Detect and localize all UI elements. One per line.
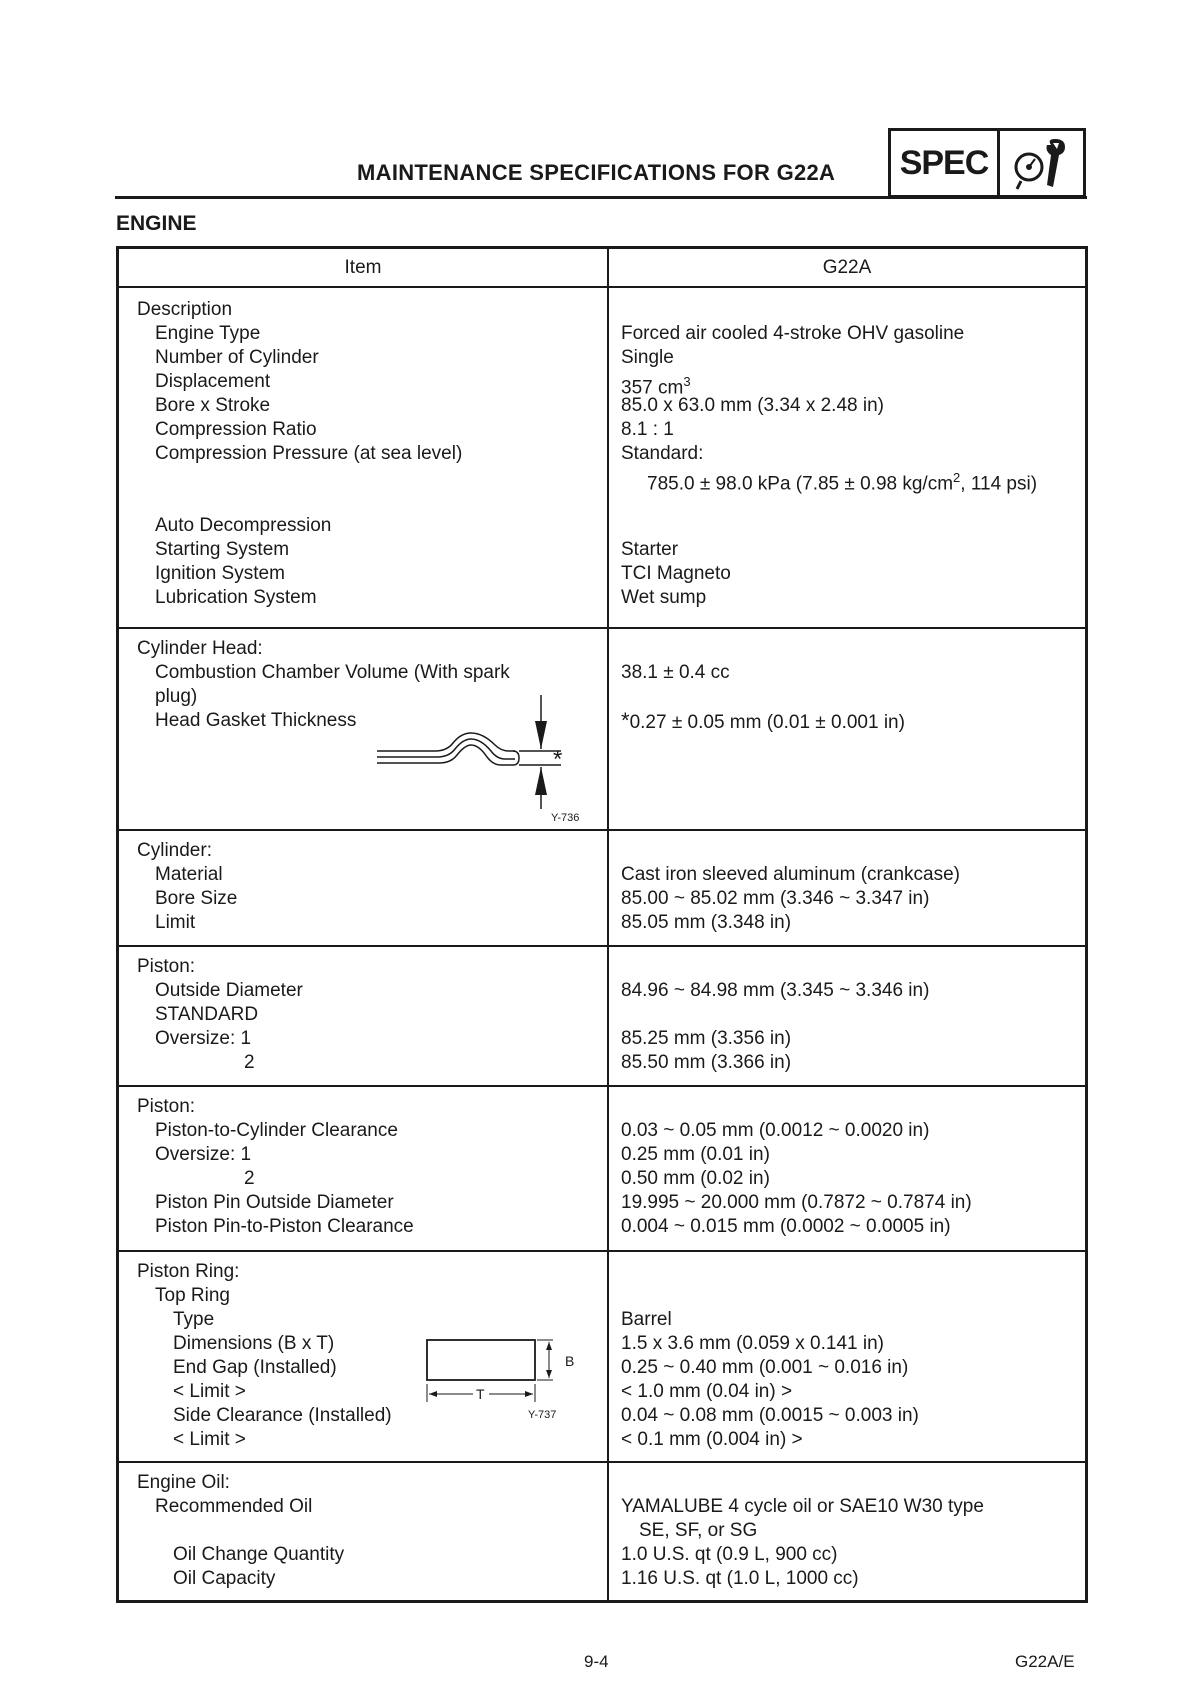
item-label: Ignition System — [155, 563, 285, 584]
engine-spec-table — [116, 246, 1088, 1603]
item-label: Oil Change Quantity — [173, 1544, 345, 1565]
item-label: Bore x Stroke — [155, 395, 271, 416]
item-label: Outside Diameter — [155, 980, 303, 1001]
figure-code: Y-736 — [551, 812, 580, 824]
item-label: Bore Size — [155, 888, 238, 909]
item-value: 38.1 ± 0.4 cc — [621, 662, 730, 683]
page-title: MAINTENANCE SPECIFICATIONS FOR G22A — [357, 160, 836, 185]
item-label: < Limit > — [173, 1429, 246, 1450]
item-value: 0.50 mm (0.02 in) — [621, 1168, 770, 1189]
item-label: Piston-to-Cylinder Clearance — [155, 1120, 398, 1141]
item-value: 1.0 U.S. qt (0.9 L, 900 cc) — [621, 1544, 838, 1565]
item-label: Piston Pin Outside Diameter — [155, 1192, 394, 1213]
model-code: G22A/E — [1015, 1652, 1075, 1671]
item-value: TCI Magneto — [621, 563, 731, 584]
item-label: Combustion Chamber Volume (With spark — [155, 662, 510, 683]
item-label: Piston Pin-to-Piston Clearance — [155, 1216, 414, 1237]
table-row — [118, 287, 1087, 628]
page-number: 9-4 — [584, 1652, 609, 1671]
figure-code: Y-737 — [528, 1409, 557, 1421]
item-value: Forced air cooled 4-stroke OHV gasoline — [621, 323, 965, 344]
header-model: G22A — [608, 248, 1087, 288]
title-rule — [115, 196, 1087, 199]
row-heading: Cylinder: — [137, 840, 212, 861]
row-heading: Engine Oil: — [137, 1472, 230, 1493]
section-heading: ENGINE — [116, 212, 197, 235]
item-value: Cast iron sleeved aluminum (crankcase) — [621, 864, 960, 885]
item-label: Side Clearance (Installed) — [173, 1405, 392, 1426]
item-value: 85.0 x 63.0 mm (3.34 x 2.48 in) — [621, 395, 884, 416]
item-label: Starting System — [155, 539, 290, 560]
item-value: 85.25 mm (3.356 in) — [621, 1028, 792, 1049]
item-label: Limit — [155, 912, 196, 933]
wrench-gauge-icon — [1000, 131, 1083, 195]
table-row — [118, 1251, 1087, 1462]
row-heading: Description — [137, 299, 233, 320]
spec-badge — [888, 128, 1086, 198]
fig-label-b: B — [565, 1353, 575, 1369]
table-row — [118, 946, 1087, 1086]
item-label: Compression Pressure (at sea level) — [155, 443, 463, 464]
item-label: Displacement — [155, 371, 271, 392]
item-value: 19.995 ~ 20.000 mm (0.7872 ~ 0.7874 in) — [621, 1192, 972, 1213]
item-value: SE, SF, or SG — [639, 1520, 758, 1541]
item-value: 1.5 x 3.6 mm (0.059 x 0.141 in) — [621, 1333, 884, 1354]
item-value: 85.50 mm (3.366 in) — [621, 1052, 792, 1073]
item-label: End Gap (Installed) — [173, 1357, 337, 1378]
item-value: 85.05 mm (3.348 in) — [621, 912, 792, 933]
item-value: YAMALUBE 4 cycle oil or SAE10 W30 type — [621, 1496, 984, 1517]
row-heading: Cylinder Head: — [137, 638, 263, 659]
item-label: Oversize: 1 — [155, 1144, 252, 1165]
item-value: 785.0 ± 98.0 kPa (7.85 ± 0.98 $kg/cm^2$, 114 psi) — [647, 470, 1038, 495]
item-value: *0.27 ± 0.05 mm (0.01 ± 0.001 in) — [621, 708, 905, 733]
table-row — [118, 830, 1087, 946]
item-label: Engine Type — [155, 323, 261, 344]
item-value: Wet sump — [621, 587, 707, 608]
item-label: 2 — [244, 1052, 255, 1073]
fig-label-t: T — [476, 1386, 485, 1402]
item-value: Barrel — [621, 1309, 672, 1330]
head-gasket-figure — [375, 691, 605, 827]
item-value: 8.1 : 1 — [621, 419, 674, 440]
item-label: Auto Decompression — [155, 515, 332, 536]
row-heading: Piston: — [137, 1096, 196, 1117]
row-heading: Piston: — [137, 956, 196, 977]
item-label: Dimensions (B x T) — [173, 1333, 335, 1354]
item-label: Number of Cylinder — [155, 347, 319, 368]
item-value: < 1.0 mm (0.04 in) > — [621, 1381, 793, 1402]
item-value: 357 $cm^3$ — [621, 374, 691, 399]
item-label: STANDARD — [155, 1004, 259, 1025]
item-label: Oil Capacity — [173, 1568, 276, 1589]
table-row — [118, 628, 1087, 830]
item-value: Starter — [621, 539, 679, 560]
piston-ring-figure — [425, 1338, 595, 1424]
item-label: Lubrication System — [155, 587, 317, 608]
item-label: Recommended Oil — [155, 1496, 313, 1517]
item-label: 2 — [244, 1168, 255, 1189]
item-label: Material — [155, 864, 223, 885]
item-value: 85.00 ~ 85.02 mm (3.346 ~ 3.347 in) — [621, 888, 930, 909]
item-label: Head Gasket Thickness — [155, 710, 357, 731]
item-label: plug) — [155, 686, 198, 707]
item-value: 1.16 U.S. qt (1.0 L, 1000 cc) — [621, 1568, 859, 1589]
table-header-row — [118, 248, 1087, 288]
item-label: < Limit > — [173, 1381, 246, 1402]
item-value: 0.004 ~ 0.015 mm (0.0002 ~ 0.0005 in) — [621, 1216, 951, 1237]
item-value: 0.03 ~ 0.05 mm (0.0012 ~ 0.0020 in) — [621, 1120, 930, 1141]
spec-badge-label: SPEC — [891, 131, 1000, 195]
item-label: Oversize: 1 — [155, 1028, 252, 1049]
item-value: 84.96 ~ 84.98 mm (3.345 ~ 3.346 in) — [621, 980, 930, 1001]
item-value: 0.04 ~ 0.08 mm (0.0015 ~ 0.003 in) — [621, 1405, 919, 1426]
row-heading: Piston Ring: — [137, 1261, 240, 1282]
item-value: 0.25 ~ 0.40 mm (0.001 ~ 0.016 in) — [621, 1357, 909, 1378]
figure-star: * — [553, 746, 563, 773]
item-label: Compression Ratio — [155, 419, 317, 440]
item-value: Single — [621, 347, 674, 368]
header-item: Item — [118, 248, 609, 288]
item-value: Standard: — [621, 443, 704, 464]
item-value: 0.25 mm (0.01 in) — [621, 1144, 770, 1165]
item-label: Top Ring — [155, 1285, 230, 1306]
item-value: < 0.1 mm (0.004 in) > — [621, 1429, 803, 1450]
table-row — [118, 1462, 1087, 1602]
table-row — [118, 1086, 1087, 1251]
item-label: Type — [173, 1309, 215, 1330]
